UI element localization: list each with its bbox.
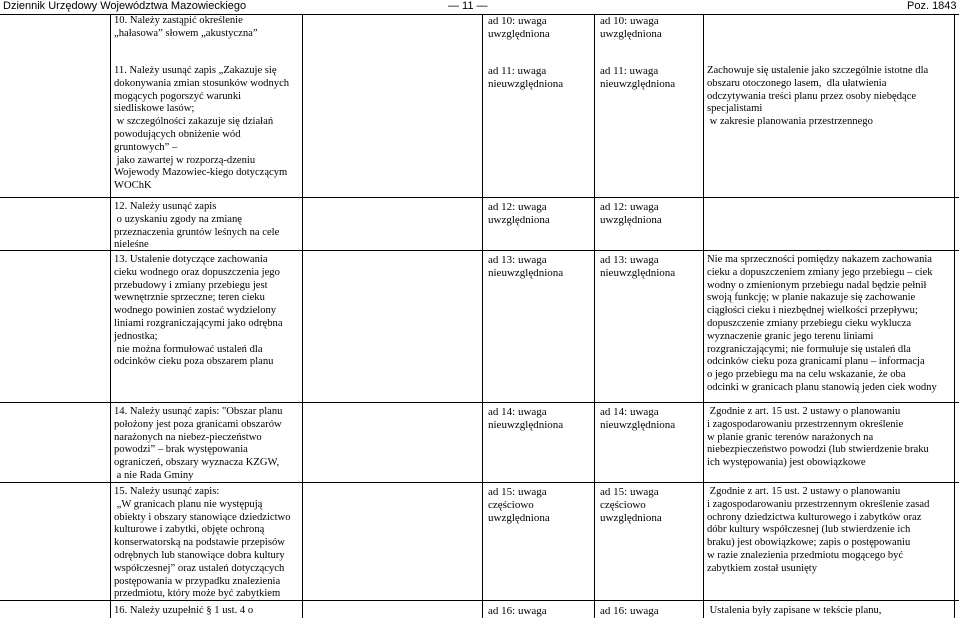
text-line: Zachowuje się ustalenie jako szczególnie istotne dla <box>707 65 929 76</box>
text-line: częściowo <box>600 499 646 511</box>
resolution-council-row-15 <box>600 486 662 525</box>
text-line: nieuwzględniona <box>600 78 676 90</box>
text-line: dóbr kultury współczesnej (lub stwierdzenie ich <box>707 524 911 536</box>
text-line: postępowania w przypadku znalezienia <box>114 575 281 587</box>
text-line: swoją funkcję; w planie nakazuje się zachowanie <box>707 292 916 304</box>
text-line: odczytywania treści planu przez osoby niebędące <box>707 90 917 102</box>
text-line: WOChK <box>114 180 152 192</box>
text-line: wyznaczenie granic jego terenu liniami <box>707 330 874 342</box>
text-line: 13. Ustalenie dotyczące zachowania <box>114 254 268 265</box>
text-line: obszaru otoczonego lasem, dla ułatwienia <box>707 77 887 89</box>
text-line: konserwatorską na podstawie przepisów <box>114 537 285 549</box>
text-line: Zgodnie z art. 15 ust. 2 ustawy o planowaniu <box>707 486 901 497</box>
text-line: ad 15: uwaga <box>488 486 547 498</box>
text-line: mogących pogorszyć warunki <box>114 90 242 102</box>
text-line: nieuwzględniona <box>488 78 564 90</box>
text-line: Nie ma sprzeczności pomiędzy nakazem zachowania <box>707 254 933 265</box>
text-line: ad 12: uwaga <box>600 201 659 213</box>
text-line: ad 13: uwaga <box>600 254 659 266</box>
remark-text-row-16 <box>114 605 253 618</box>
text-line: 10. Należy zastąpić określenie <box>114 15 243 26</box>
text-line: kulturowe i zabytki, objęte ochroną <box>114 524 265 536</box>
resolution-mayor-row-11 <box>488 65 563 91</box>
text-line: dokonywania zmian stosunków wodnych <box>114 77 290 89</box>
text-line: uwzględniona <box>600 28 662 40</box>
row-border <box>0 197 959 198</box>
text-line: ciągłości cieku i niezbędnej wielkości przepływu; <box>707 305 918 317</box>
remark-text-row-14 <box>114 406 282 483</box>
text-line: wewnętrznie sprzeczne; teren cieku <box>114 292 265 304</box>
text-line: odcinków cieku poza granicami planu – informacja <box>707 356 925 368</box>
resolution-mayor-row-15 <box>488 486 550 525</box>
column-border <box>482 15 483 618</box>
text-line: ochrony dziedzictwa kulturowego i zabytków oraz <box>707 511 922 523</box>
text-line: ad 11: uwaga <box>488 65 547 77</box>
text-line: niebezpieczeństwo powodzi (lub stwierdzenie braku <box>707 444 929 456</box>
text-line: rozgraniczającymi; nie formułuje się ustaleń dla <box>707 343 911 355</box>
text-line: nie można formułować ustaleń dla <box>114 343 263 355</box>
text-line: 14. Należy usunąć zapis: "Obszar planu <box>114 406 283 417</box>
text-line: specjalistami <box>707 103 763 115</box>
remark-text-row-10 <box>114 15 258 41</box>
text-line: uwzględniona <box>488 214 550 226</box>
text-line: a nie Rada Gminy <box>114 469 194 481</box>
text-line: 15. Należy usunąć zapis: <box>114 486 220 497</box>
page-header <box>0 0 959 15</box>
text-line: cieku wodnego oraz dopuszczenia jego <box>114 266 280 278</box>
text-line: ad 13: uwaga <box>488 254 547 266</box>
page-number: — 11 — <box>448 0 488 12</box>
text-line: odcinków cieku poza obszarem planu <box>114 356 274 368</box>
text-line: ad 14: uwaga <box>488 406 547 418</box>
resolution-council-row-13 <box>600 254 675 280</box>
text-line: nieuwzględniona <box>488 419 564 431</box>
column-border <box>594 15 595 618</box>
remarks-table <box>0 15 959 618</box>
text-line: i zagospodarowaniu przestrzennym określenie zasad <box>707 498 930 510</box>
text-line: powodujących obniżenie wód <box>114 128 241 140</box>
text-line: odcinki w granicach planu stanowią jeden ciek wodny <box>707 381 937 393</box>
text-line: gruntowych” – <box>114 141 178 153</box>
text-line: cieku a dopuszczeniem zmiany jego przebiegu – ciek <box>707 266 933 278</box>
remark-text-row-15 <box>114 486 291 601</box>
text-line: zabytkiem został usunięty <box>707 562 818 574</box>
text-line: uwzględniona <box>600 512 662 524</box>
text-line: „hałasowa” słowem „akustyczna” <box>114 27 258 39</box>
text-line: ad 12: uwaga <box>488 201 547 213</box>
text-line: i zagospodarowaniu przestrzennym określenie <box>707 418 904 430</box>
text-line: o uzyskaniu zgody na zmianę <box>114 213 242 225</box>
justification-text-row-16 <box>707 605 881 618</box>
text-line: jednostka; <box>114 330 158 342</box>
resolution-council-row-12 <box>600 201 662 227</box>
text-line: jako zawartej w rozporzą-dzeniu <box>114 154 256 166</box>
resolution-mayor-row-13 <box>488 254 563 280</box>
remark-text-row-11 <box>114 65 289 193</box>
text-line: liniami rozgraniczającymi jako odrębna <box>114 317 283 329</box>
text-line: częściowo <box>488 499 534 511</box>
text-line: nieleśne <box>114 239 149 251</box>
text-line: w szczególności zakazuje się działań <box>114 116 274 128</box>
text-line: ad 15: uwaga <box>600 486 659 498</box>
remark-text-row-13 <box>114 254 283 369</box>
text-line: Zgodnie z art. 15 ust. 2 ustawy o planowaniu <box>707 406 901 417</box>
text-line: ad 11: uwaga <box>600 65 659 77</box>
text-line: ad 10: uwaga <box>600 15 659 27</box>
text-line: narażonych na niebez-pieczeństwo <box>114 431 262 443</box>
text-line: w razie znalezienia przedmiotu mogącego być <box>707 549 904 561</box>
text-line: w planie granic terenów narażonych na <box>707 431 874 443</box>
text-line: nieuwzględniona <box>600 419 676 431</box>
text-line: przedmiotu, który może być zabytkiem <box>114 588 281 600</box>
text-line: wodnego powinien zostać wydzielony <box>114 305 277 317</box>
text-line: nieuwzględniona <box>488 267 564 279</box>
justification-text-row-14 <box>707 406 929 470</box>
column-border <box>110 15 111 618</box>
resolution-council-row-16 <box>600 605 659 618</box>
text-line: 11. Należy usunąć zapis „Zakazuje się <box>114 65 277 76</box>
text-line: uwzględniona <box>488 512 550 524</box>
text-line: ad 16: uwaga <box>600 605 659 617</box>
text-line: siedliskowe lasów; <box>114 103 195 115</box>
resolution-council-row-11 <box>600 65 675 91</box>
text-line: ad 16: uwaga <box>488 605 547 617</box>
text-line: dopuszczenie zmiany przebiegu cieku wyklucza <box>707 317 912 329</box>
text-line: „W granicach planu nie występują <box>114 498 263 510</box>
text-line: Wojewody Mazowiec-kiego dotyczącym <box>114 167 288 179</box>
text-line: uwzględniona <box>488 28 550 40</box>
text-line: ich występowania) jest obowiązkowe <box>707 457 866 469</box>
text-line: nieuwzględniona <box>600 267 676 279</box>
text-line: o jego przebiegu ma na celu wskazanie, że oba <box>707 369 906 381</box>
row-border <box>0 402 959 403</box>
resolution-council-row-10 <box>600 15 662 41</box>
text-line: powodzi” – brak występowania <box>114 444 248 456</box>
resolution-mayor-row-14 <box>488 406 563 432</box>
text-line: obiekty i obszary stanowiące dziedzictwo <box>114 511 291 523</box>
resolution-council-row-14 <box>600 406 675 432</box>
text-line: położony jest poza granicami obszarów <box>114 418 282 430</box>
resolution-mayor-row-10 <box>488 15 550 41</box>
column-border <box>954 15 955 618</box>
text-line: ad 14: uwaga <box>600 406 659 418</box>
text-line: 12. Należy usunąć zapis <box>114 201 217 212</box>
text-line: Ustalenia były zapisane w tekście planu, <box>707 605 882 616</box>
text-line: wodny o zmienionym przebiegu nadal będzie pełnił <box>707 279 927 291</box>
justification-text-row-15 <box>707 486 929 576</box>
text-line: uwzględniona <box>600 214 662 226</box>
text-line: odrębnych lub stanowiące dobra kultury <box>114 549 285 561</box>
column-border <box>703 15 704 618</box>
journal-title: Dziennik Urzędowy Województwa Mazowieckiego <box>3 0 247 12</box>
text-line: przeznaczenia gruntów leśnych na cele <box>114 226 280 238</box>
text-line: przebudowy i zmiany przebiegu jest <box>114 279 268 291</box>
position-number: Poz. 1843 <box>907 0 957 12</box>
column-border <box>302 15 303 618</box>
text-line: współczesnej” oraz ustaleń dotyczących <box>114 562 285 574</box>
resolution-mayor-row-16 <box>488 605 547 618</box>
resolution-mayor-row-12 <box>488 201 550 227</box>
text-line: ograniczeń, obszary wyznacza KZGW, <box>114 457 280 469</box>
justification-text-row-13 <box>707 254 937 395</box>
justification-text-row-11 <box>707 65 928 129</box>
text-line: w zakresie planowania przestrzennego <box>707 116 873 128</box>
text-line: ad 10: uwaga <box>488 15 547 27</box>
text-line: braku) jest obowiązkowe; zapis o postępowaniu <box>707 537 911 549</box>
remark-text-row-12 <box>114 201 279 252</box>
text-line: 16. Należy uzupełnić § 1 ust. 4 o <box>114 605 254 616</box>
